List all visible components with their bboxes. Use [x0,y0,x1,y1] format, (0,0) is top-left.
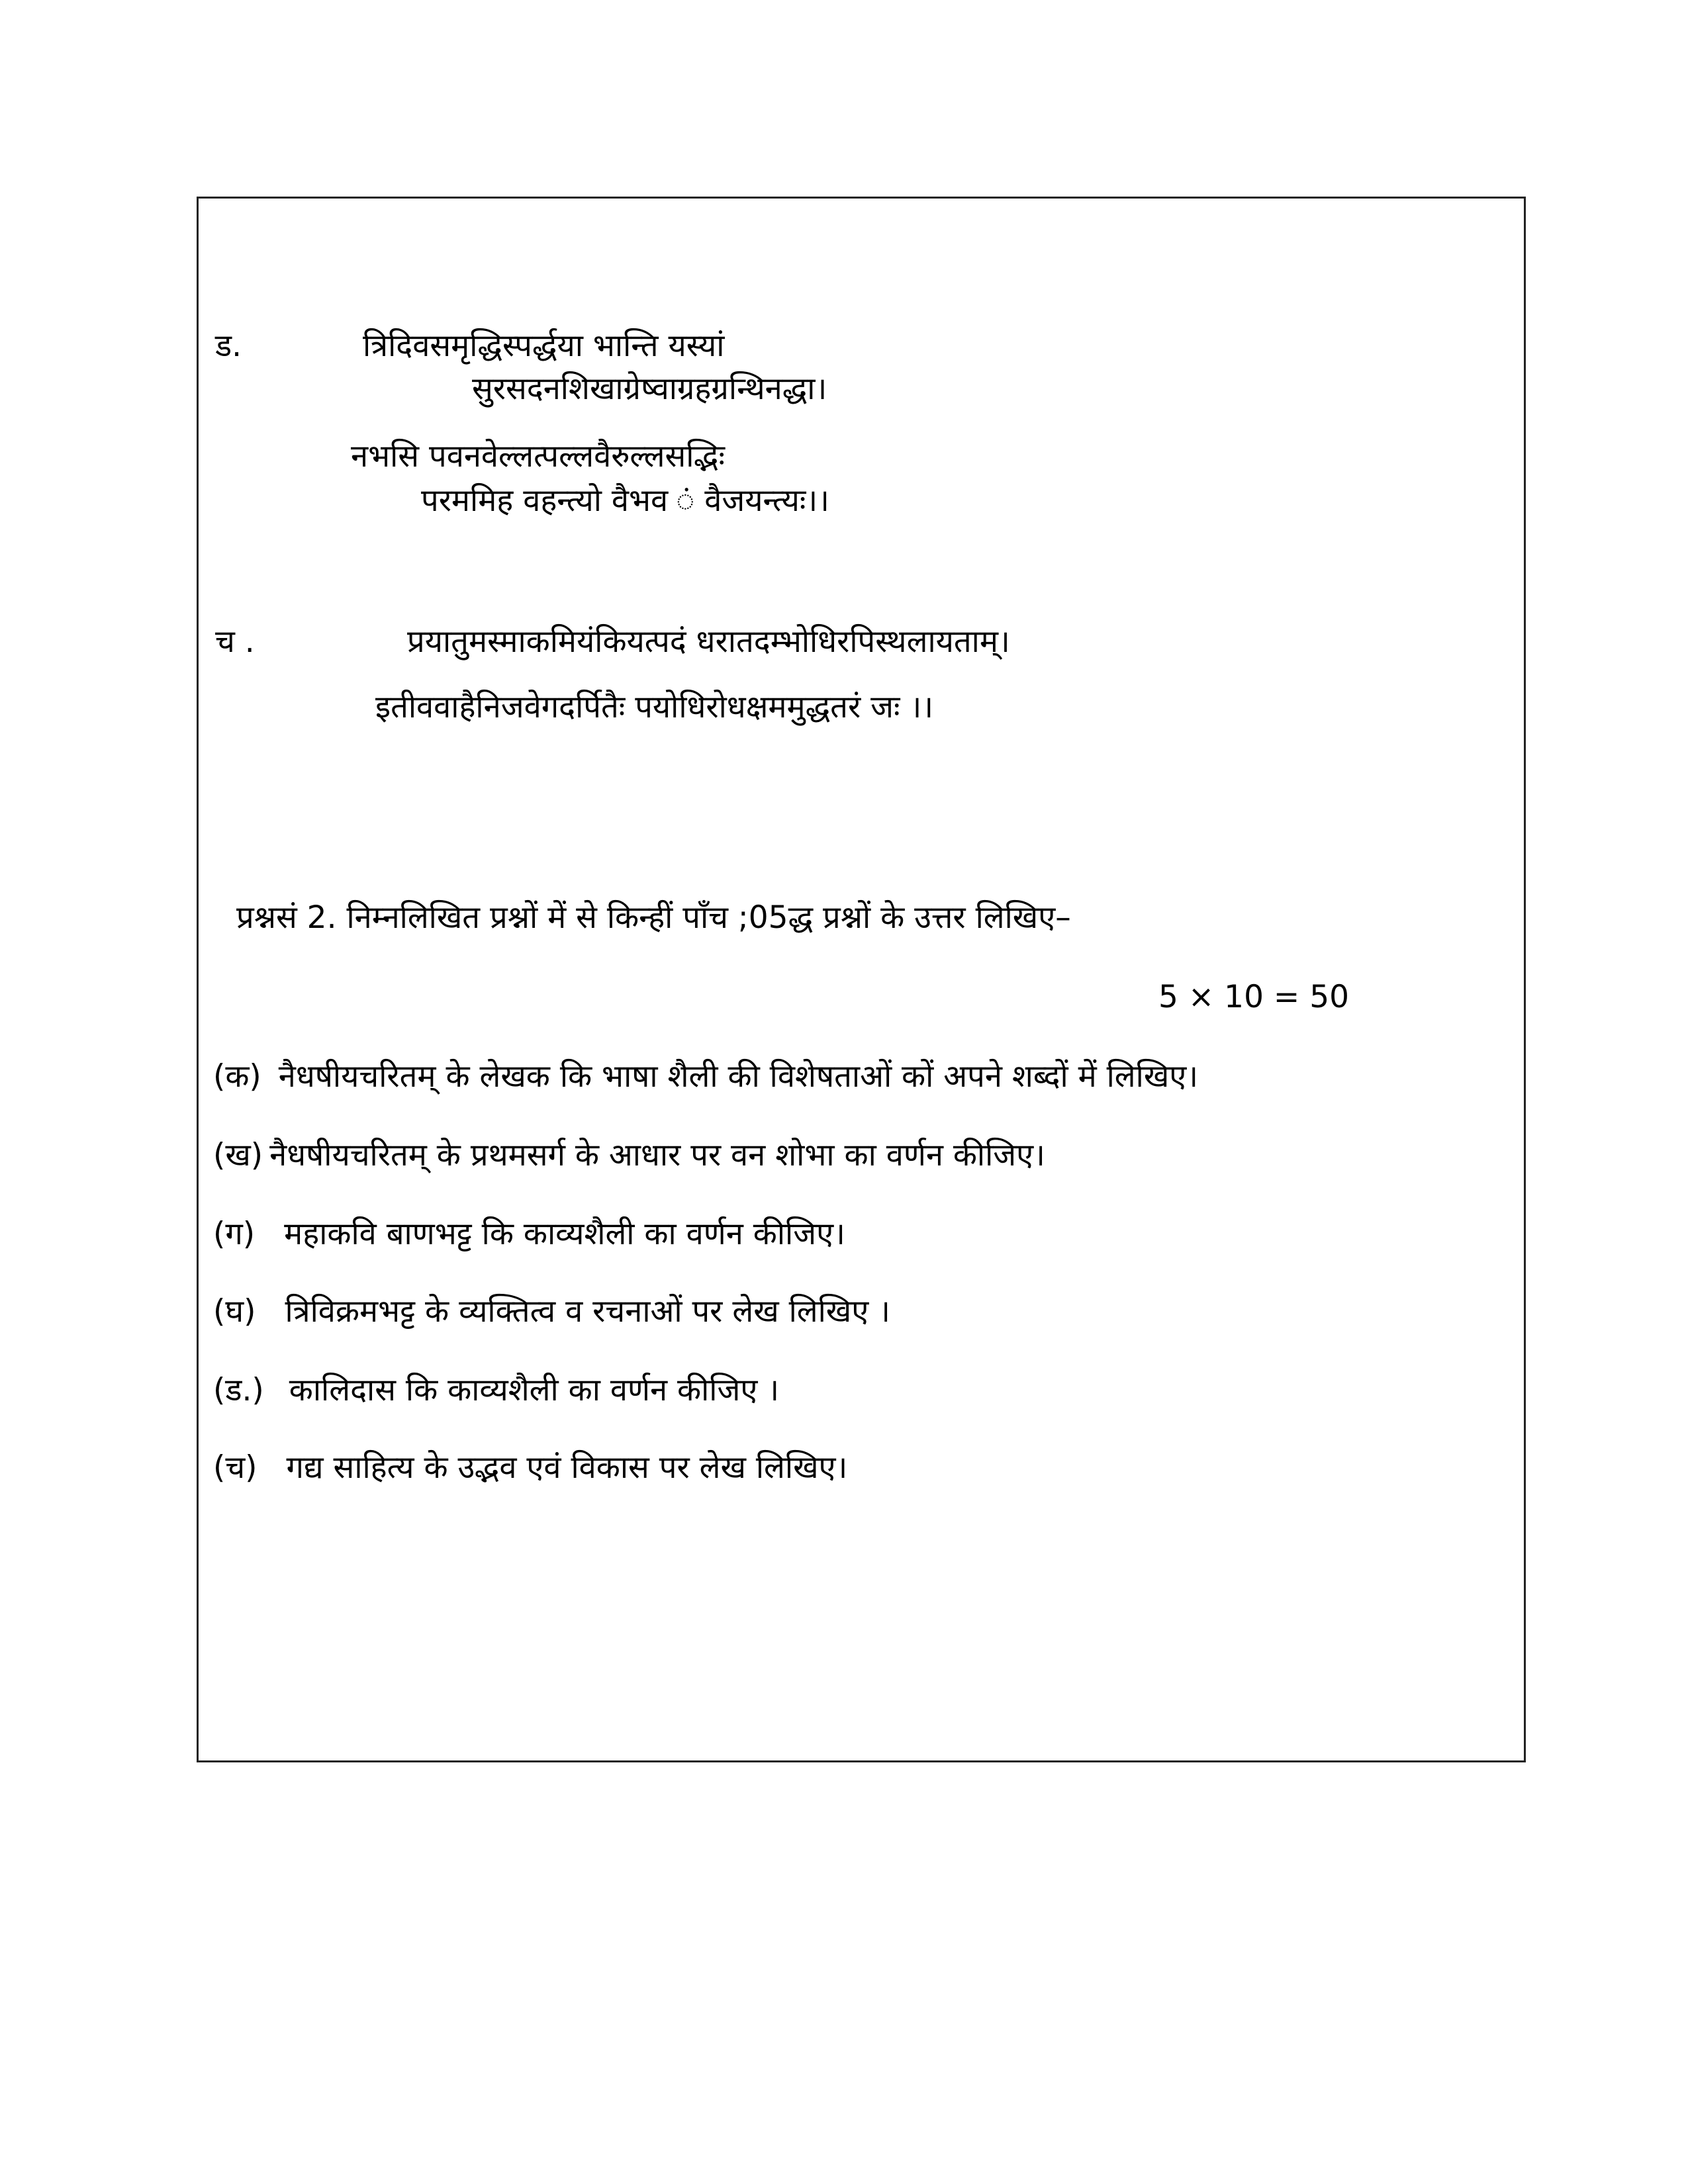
question-item [213,1136,1045,1175]
question-item-text: कालिदास कि काव्यशैली का वर्णन कीजिए । [289,1372,780,1408]
verse-marker-nga: ड. [215,328,242,364]
question-2-heading: प्रश्नसं 2. निम्नलिखित प्रश्नों में से किन्हीं पाँच ;05द्ध प्रश्नों के उत्तर लिखिए– [236,899,1071,936]
question-item [213,1292,890,1332]
verse-cha-line-1: प्रयातुमस्माकमियंकियत्पदं धरातदम्भोधिरपिस्थलायताम्। [407,623,1010,660]
question-item-marker: (च) [213,1449,258,1486]
question-item-text: गद्य साहित्य के उद्भव एवं विकास पर लेख लिखिए। [286,1449,848,1486]
question-item-text: त्रिविक्रमभट्ट के व्यक्तित्व व रचनाओं पर लेख लिखिए । [285,1293,890,1330]
verse-marker-cha: च . [215,623,255,660]
question-item-marker: (घ) [213,1293,256,1330]
question-item [213,1448,847,1488]
verse-nga-line-3: नभसि पवनवेल्लत्पल्लवैरुल्लसद्भिः [351,438,725,475]
verse-nga-line-4: परममिह वहन्त्यो वैभव ं वैजयन्त्यः।। [421,482,829,519]
question-item [213,1214,845,1254]
verse-nga-line-1: त्रिदिवसमृद्धिस्पर्द्धया भान्ति यस्यां [363,328,725,364]
verse-cha-line-2: इतीववाहैनिजवेगदर्पितैः पयोधिरोधक्षममुद्धतरं जः ।। [375,689,934,725]
question-item [213,1371,779,1410]
question-item-text: नैधषीयचरितम् के लेखक कि भाषा शैली की विशेषताओं कों अपने शब्दों में लिखिए। [278,1058,1199,1095]
question-item-marker: (ख) [213,1137,263,1173]
question-item-marker: (क) [213,1058,261,1095]
question-item-text: नैधषीयचरितम् के प्रथमसर्ग के आधार पर वन शोभा का वर्णन कीजिए। [269,1137,1045,1173]
question-item-marker: (ग) [213,1216,256,1252]
question-item-text: महाकवि बाणभट्ट कि काव्यशैली का वर्णन कीजिए। [284,1216,845,1252]
verse-nga-line-2: सुरसदनशिखाग्रेष्वाग्रहग्रन्थिनद्धा। [472,371,827,407]
question-item-marker: (ड.) [213,1372,264,1408]
question-2-marks: 5 × 10 = 50 [1158,979,1350,1015]
question-item [213,1057,1198,1097]
